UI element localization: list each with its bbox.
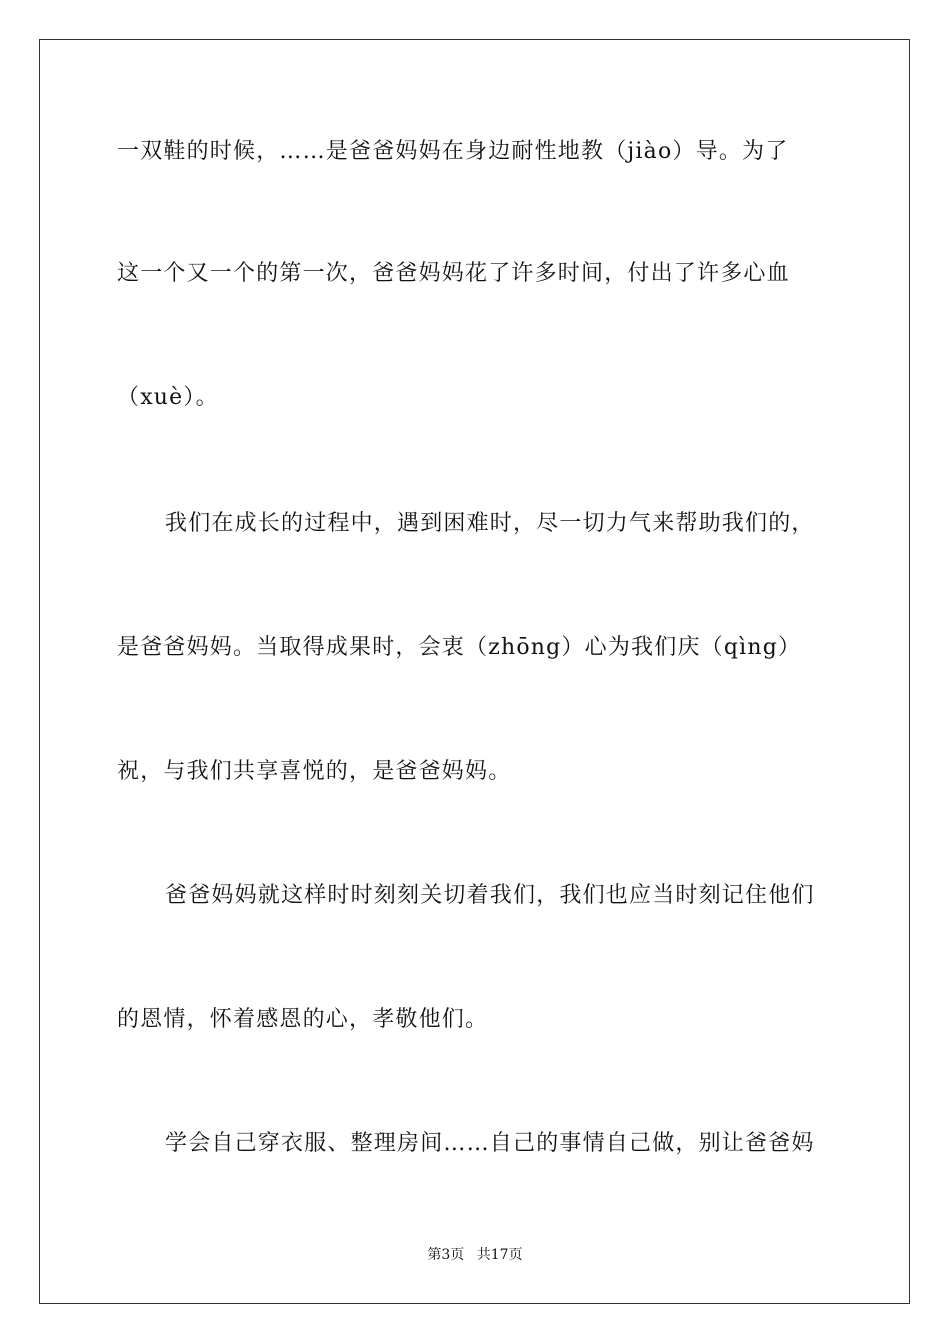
text-line-3: （xuè）。 (117, 385, 219, 410)
text-line-4: 我们在成长的过程中，遇到困难时，尽一切力气来帮助我们的， (165, 511, 815, 536)
text-line-8: 的恩情，怀着感恩的心，孝敬他们。 (117, 1007, 489, 1032)
page-total: 共17页 (476, 1247, 523, 1263)
text-line-5: 是爸爸妈妈。当取得成果时，会衷（zhōng）心为我们庆（qìng） (117, 635, 802, 660)
page-frame (39, 39, 910, 1304)
text-line-7: 爸爸妈妈就这样时时刻刻关切着我们，我们也应当时刻记住他们 (165, 883, 815, 908)
text-line-6: 祝，与我们共享喜悦的，是爸爸妈妈。 (117, 759, 512, 784)
text-line-1: 一双鞋的时候，……是爸爸妈妈在身边耐性地教（jiào）导。为了 (117, 139, 789, 164)
text-line-9: 学会自己穿衣服、整理房间……自己的事情自己做，别让爸爸妈 (165, 1131, 815, 1156)
text-line-2: 这一个又一个的第一次，爸爸妈妈花了许多时间，付出了许多心血 (117, 261, 790, 286)
page-footer (0, 1246, 950, 1264)
page-number: 第3页 (427, 1247, 465, 1263)
